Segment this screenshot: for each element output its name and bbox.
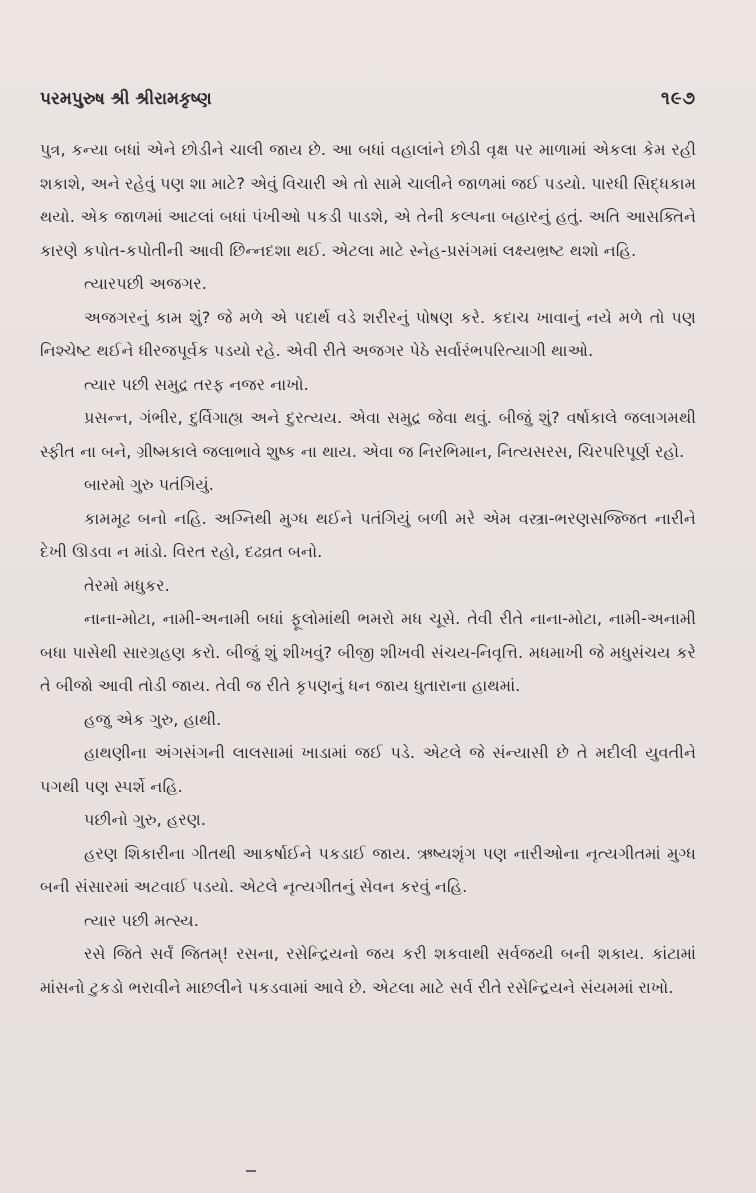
footer-mark <box>246 1170 256 1172</box>
paragraph: નાના-મોટા, નામી-અનામી બધાં ફૂલોમાંથી ભમરો મધ ચૂસે. તેવી રીતે નાના-મોટા, નામી-અનામી બધા પાસેથી સારગ્રહણ કરો. બીજું શું શીખવું? બીજી શીખવી સંચય-નિવૃત્તિ. મધમાખી જે મધુસંચય કરે તે બીજો આવી તોડી જાય. તેવી જ રીતે કૃપણનું ધન જાય ધુતારાના હાથમાં. <box>40 609 696 695</box>
section-heading: ત્યાર પછી મત્સ્ય. <box>84 910 199 930</box>
section-heading: તેરમો મધુકર. <box>84 575 170 595</box>
running-head <box>40 88 696 109</box>
section-heading: હજુ એક ગુરુ, હાથી. <box>84 709 222 729</box>
page-body <box>40 133 696 1004</box>
section-heading: ત્યાર પછી સમુદ્ર તરફ નજર નાખો. <box>84 374 309 394</box>
paragraph: અજગરનું કામ શું? જે મળે એ પદાર્થ વડે શરીરનું પોષણ કરે. કદાચ ખાવાનું નયે મળે તો પણ નિશ્ચેષ્ટ થઈને ધીરજપૂર્વક પડયો રહે. એવી રીતે અજગર પેઠે સર્વારંભપરિત્યાગી થાઓ. <box>40 307 696 360</box>
paragraph: રસે જિતે સર્વં જિતમ્! રસના, રસેન્દ્રિયનો જય કરી શકવાથી સર્વજયી બની શકાય. કાંટામાં માંસનો ટુકડો ભરાવીને માછલીને પકડવામાં આવે છે. એટલા માટે સર્વ રીતે રસેન્દ્રિયને સંયમમાં રાખો. <box>40 944 696 997</box>
section-heading: ત્યારપછી અજગર. <box>84 274 207 293</box>
paragraph: પ્રસન્ન, ગંભીર, દુર્વિગાહ્ય અને દુરત્યય. એવા સમુદ્ર જેવા થવું. બીજું શું? વર્ષાકાલે જલાગમથી સ્ફીત ના બને, ગ્રીષ્મકાલે જલાભાવે શુષ્ક ના થાય. એવા જ નિરભિમાન, નિત્યસરસ, ચિરપરિપૂર્ણ રહો. <box>40 408 696 461</box>
section-heading: પછીનો ગુરુ, હરણ. <box>84 810 207 829</box>
paragraph: હાથણીના અંગસંગની લાલસામાં ખાડામાં જઈ પડે. એટલે જે સંન્યાસી છે તે મદીલી યુવતીને પગથી પણ સ્પર્શે નહિ. <box>40 743 696 796</box>
page-number: ૧૯૭ <box>661 88 696 109</box>
paragraph: કામમૂઢ બનો નહિ. અગ્નિથી મુગ્ધ થઈને પતંગિયું બળી મરે એમ વસ્ત્રા-ભરણસજ્જિત નારીને દેખી ઊડવા ન માંડો. વિરત રહો, દઢવ્રત બનો. <box>40 508 696 561</box>
paragraph: હરણ શિકારીના ગીતથી આકર્ષાઈને પકડાઈ જાય. ઋષ્યશૃંગ પણ નારીઓના નૃત્યગીતમાં મુગ્ધ બની સંસારમાં અટવાઈ પડયો. એટલે નૃત્યગીતનું સેવન કરવું નહિ. <box>40 843 696 896</box>
paragraph: પુત્ર, કન્યા બધાં એને છોડીને ચાલી જાય છે. આ બધાં વહાલાંને છોડી વૃક્ષ પર માળામાં એકલા કેમ રહી શકાશે, અને રહેવું પણ શા માટે? એવું વિચારી એ તો સામે ચાલીને જાળમાં જઈ પડયો. પારધી સિદ્ધકામ થયો. એક જાળમાં આટલાં બધાં પંખીઓ પકડી પાડશે, એ તેની કલ્પના બહારનું હતું. અતિ આસક્તિને કારણે કપોત-કપોતીની આવી છિન્નદશા થઈ. એટલા માટે સ્નેહ-પ્રસંગમાં લક્ષ્યભ્રષ્ટ થશો નહિ. <box>40 140 696 260</box>
running-title: પરમપુરુષ શ્રી શ્રીરામકૃષ્ણ <box>40 89 212 109</box>
section-heading: બારમો ગુરુ પતંગિયું. <box>84 475 214 494</box>
